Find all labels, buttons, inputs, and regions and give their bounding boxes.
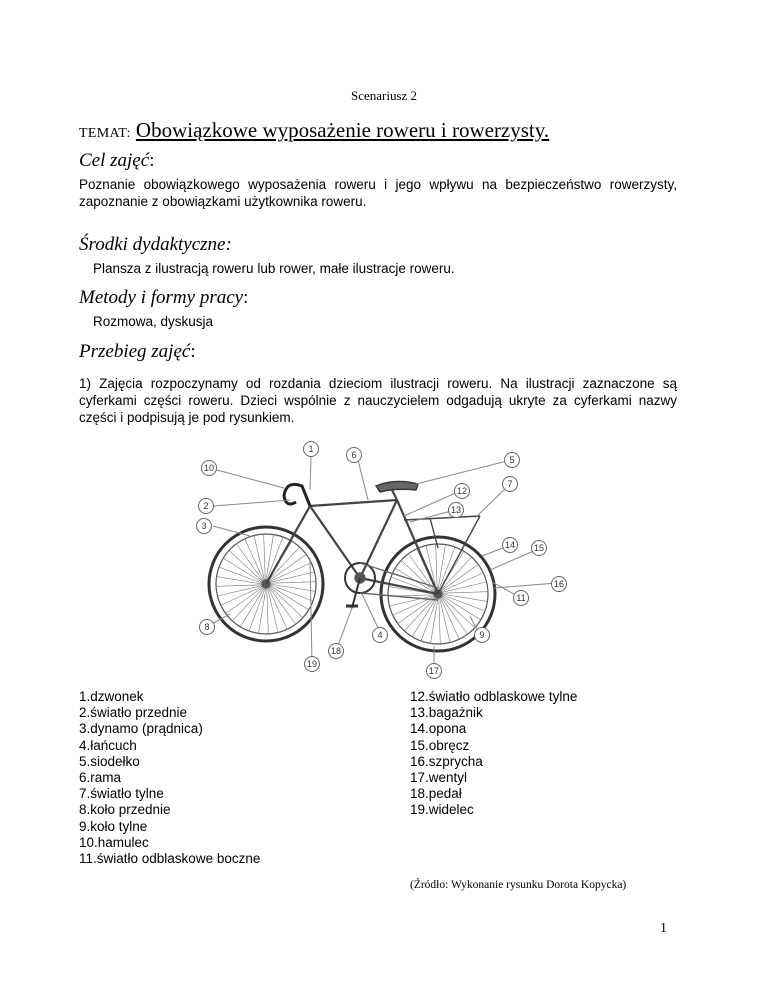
list-item: 11.światło odblaskowe boczne	[79, 851, 261, 867]
marker-17	[427, 664, 442, 679]
svg-text:6: 6	[351, 450, 357, 460]
marker-12	[455, 484, 470, 499]
svg-text:10: 10	[203, 463, 215, 473]
handlebar	[284, 484, 310, 506]
svg-text:13: 13	[450, 505, 462, 515]
marker-5	[505, 453, 520, 468]
methods-text: Rozmowa, dyskusja	[93, 314, 214, 329]
list-item: 6.rama	[79, 770, 122, 786]
marker-13	[449, 503, 464, 518]
list-item: 17.wentyl	[410, 770, 468, 786]
list-item: 12.światło odblaskowe tylne	[410, 689, 578, 704]
marker-1	[304, 442, 319, 457]
list-item: 13.bagażnik	[410, 705, 483, 721]
marker-16	[552, 577, 567, 592]
svg-text:1: 1	[308, 444, 314, 454]
marker-4	[373, 628, 388, 643]
svg-text:4: 4	[377, 630, 383, 640]
svg-text:14: 14	[504, 540, 516, 550]
course-heading: Przebieg zajęć:	[79, 341, 196, 362]
marker-10	[202, 461, 217, 476]
marker-9	[475, 628, 490, 643]
topic-label: TEMAT:	[79, 126, 131, 141]
list-item: 5.siodełko	[79, 753, 140, 769]
marker-14	[503, 538, 518, 553]
list-item: 8.koło przednie	[79, 802, 171, 818]
svg-text:18: 18	[330, 646, 342, 656]
svg-text:2: 2	[203, 501, 209, 511]
source-caption: (Źródło: Wykonanie rysunku Dorota Kopycka)	[410, 879, 627, 891]
svg-text:16: 16	[553, 579, 565, 589]
bicycle-illustration	[190, 438, 580, 682]
parts-list-right	[410, 689, 577, 819]
list-item: 10.hamulec	[79, 834, 149, 850]
list-item: 4.łańcuch	[79, 737, 137, 753]
marker-8	[200, 620, 215, 635]
goal-heading: Cel zajęć:	[79, 150, 155, 171]
marker-6	[347, 448, 362, 463]
list-item: 9.koło tylne	[79, 818, 148, 834]
parts-list-left	[79, 689, 260, 867]
svg-text:11: 11	[516, 593, 526, 603]
svg-text:17: 17	[428, 666, 440, 676]
svg-text:7: 7	[507, 479, 513, 489]
list-item: 3.dynamo (prądnica)	[79, 721, 203, 737]
list-item: 19.widelec	[410, 802, 474, 818]
svg-text:19: 19	[306, 659, 318, 669]
svg-text:15: 15	[533, 543, 545, 553]
list-item: 16.szprycha	[410, 753, 483, 769]
course-text: 1) Zajęcia rozpoczynamy od rozdania dzieciom ilustracji roweru. Na ilustracji zaznaczone są cyferkami części roweru. Dzieci wspólnie z nauczycielem odgadują ukryte za cyferkami nazwy części i podpisują je pod rysunkiem.	[79, 376, 677, 425]
svg-text:3: 3	[201, 521, 207, 531]
topic-title: Obowiązkowe wyposażenie roweru i rowerzysty.	[135, 118, 550, 142]
marker-2	[199, 499, 214, 514]
svg-text:9: 9	[479, 630, 485, 640]
aids-text: Plansza z ilustracją roweru lub rower, małe ilustracje roweru.	[93, 261, 455, 276]
goal-text: Poznanie obowiązkowego wyposażenia roweru i jego wpływu na bezpieczeństwo rowerzysty, zapoznanie z obowiązkami użytkownika roweru.	[79, 177, 677, 209]
list-item: 18.pedał	[410, 786, 462, 802]
list-item: 7.światło tylne	[79, 786, 164, 802]
svg-text:5: 5	[509, 455, 515, 465]
marker-15	[532, 541, 547, 556]
svg-text:12: 12	[456, 486, 468, 496]
aids-heading: Środki dydaktyczne:	[79, 234, 232, 255]
list-item: 1.dzwonek	[79, 689, 144, 704]
marker-3	[197, 519, 212, 534]
list-item: 15.obręcz	[410, 737, 470, 753]
saddle	[376, 481, 418, 492]
marker-11	[514, 591, 529, 606]
marker-19	[305, 657, 320, 672]
marker-18	[329, 644, 344, 659]
list-item: 14.opona	[410, 721, 467, 737]
page-number: 1	[660, 921, 667, 936]
svg-text:8: 8	[204, 622, 210, 632]
document-header: Scenariusz 2	[350, 88, 418, 103]
methods-heading: Metody i formy pracy:	[79, 287, 249, 308]
topic-line	[79, 118, 549, 143]
marker-7	[503, 477, 518, 492]
list-item: 2.światło przednie	[79, 705, 188, 721]
